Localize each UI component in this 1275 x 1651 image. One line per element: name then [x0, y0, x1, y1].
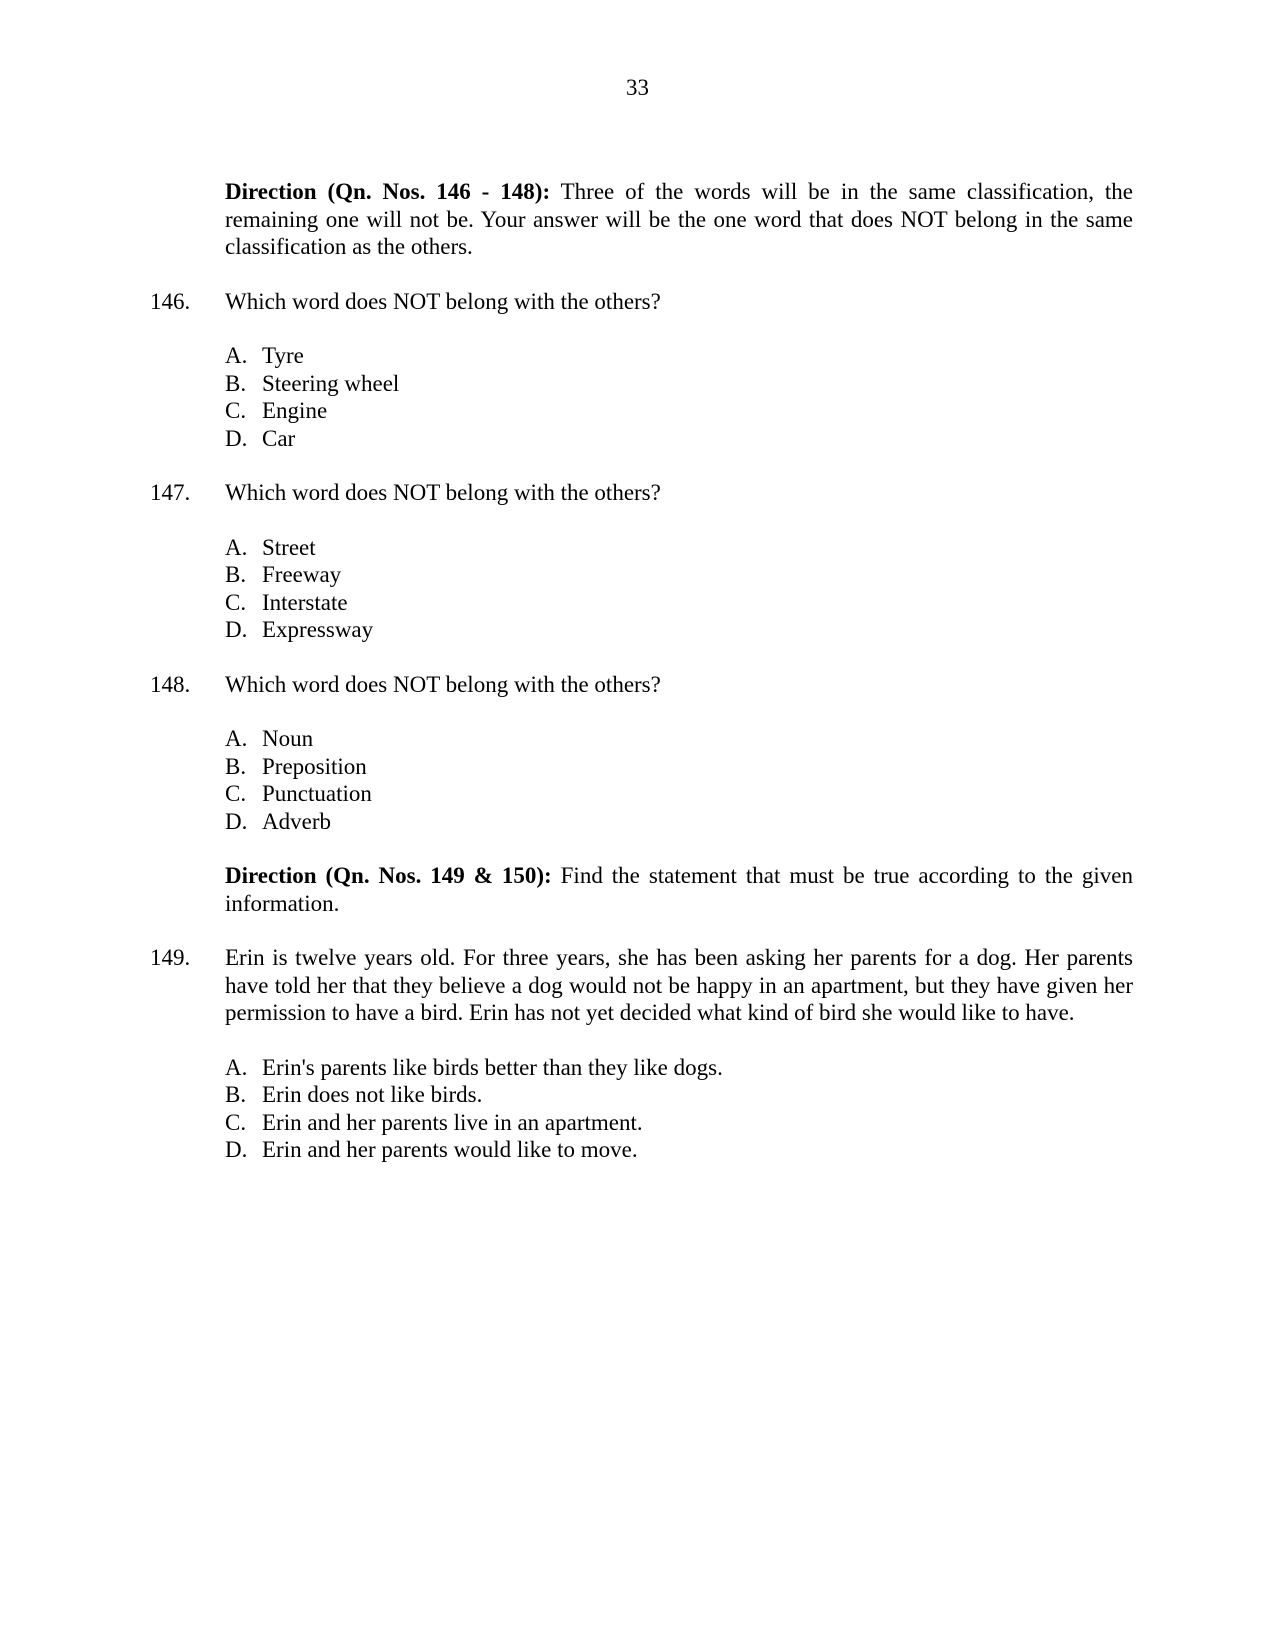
option-text: Erin does not like birds. — [262, 1082, 483, 1107]
option-letter: A. — [225, 726, 248, 751]
option-text: Tyre — [262, 343, 304, 368]
direction-label: Direction (Qn. Nos. 146 - 148): — [225, 179, 551, 204]
page-content — [150, 178, 1133, 1164]
option-text: Expressway — [262, 617, 374, 642]
options-149 — [225, 1054, 1133, 1164]
option-c — [225, 589, 1133, 617]
option-letter: C. — [225, 589, 247, 615]
options-147 — [225, 534, 1133, 644]
option-text: Engine — [262, 398, 328, 423]
option-text: Car — [262, 425, 296, 451]
option-letter: C. — [225, 781, 247, 806]
direction-text: Three of the words will be in the same classification, the remaining one will not be. Your answer will be the one word that does NOT belong in the same classification as the others. — [225, 179, 1133, 259]
question-number: 146. — [150, 288, 191, 314]
option-letter: D. — [225, 1137, 248, 1162]
question-number: 147. — [150, 480, 191, 505]
direction-149-150 — [225, 862, 1133, 917]
option-b — [225, 753, 1133, 781]
option-letter: B. — [225, 370, 247, 396]
question-149 — [150, 944, 1133, 1027]
option-letter: C. — [225, 1109, 247, 1135]
question-number: 148. — [150, 671, 191, 697]
option-a — [225, 725, 1133, 753]
option-text: Noun — [262, 726, 314, 751]
options-146 — [225, 342, 1133, 452]
option-text: Steering wheel — [262, 370, 400, 396]
option-c — [225, 1109, 1133, 1137]
option-a — [225, 1054, 1133, 1082]
option-letter: D. — [225, 808, 248, 834]
option-b — [225, 370, 1133, 398]
question-147 — [150, 479, 1133, 507]
option-text: Erin and her parents live in an apartment. — [262, 1109, 643, 1135]
question-text: Which word does NOT belong with the others? — [225, 671, 661, 697]
option-letter: B. — [225, 1082, 247, 1107]
option-letter: D. — [225, 425, 248, 451]
option-text: Freeway — [262, 562, 342, 587]
option-text: Erin's parents like birds better than they like dogs. — [262, 1054, 723, 1080]
question-text: Which word does NOT belong with the others? — [225, 288, 661, 314]
option-text: Interstate — [262, 589, 348, 615]
option-d — [225, 616, 1133, 644]
option-letter: B. — [225, 562, 247, 587]
option-letter: D. — [225, 617, 248, 642]
question-text: Which word does NOT belong with the others? — [225, 480, 661, 505]
option-d — [225, 1136, 1133, 1164]
option-text: Preposition — [262, 753, 367, 779]
option-b — [225, 1081, 1133, 1109]
direction-label: Direction (Qn. Nos. 149 & 150): — [225, 863, 552, 888]
question-text: Erin is twelve years old. For three years, she has been asking her parents for a dog. Her parents have told her that they believe a dog would not be happy in an apartment, but they have given her permission to have a bird. Erin has not yet decided what kind of bird she would like to have. — [225, 945, 1133, 1025]
option-letter: A. — [225, 343, 248, 368]
question-148 — [150, 671, 1133, 699]
question-146 — [150, 288, 1133, 316]
option-text: Adverb — [262, 808, 331, 834]
option-c — [225, 397, 1133, 425]
option-a — [225, 534, 1133, 562]
option-d — [225, 425, 1133, 453]
direction-text: Find the statement that must be true according to the given information. — [225, 863, 1133, 916]
direction-146-148 — [225, 178, 1133, 261]
option-text: Punctuation — [262, 781, 372, 806]
option-b — [225, 561, 1133, 589]
option-letter: B. — [225, 753, 247, 779]
option-text: Erin and her parents would like to move. — [262, 1137, 638, 1162]
option-letter: C. — [225, 398, 247, 423]
option-d — [225, 808, 1133, 836]
option-c — [225, 780, 1133, 808]
options-148 — [225, 725, 1133, 835]
option-a — [225, 342, 1133, 370]
question-number: 149. — [150, 945, 191, 970]
option-letter: A. — [225, 534, 248, 560]
page-number: 33 — [626, 75, 649, 100]
option-text: Street — [262, 534, 316, 560]
option-letter: A. — [225, 1054, 248, 1080]
